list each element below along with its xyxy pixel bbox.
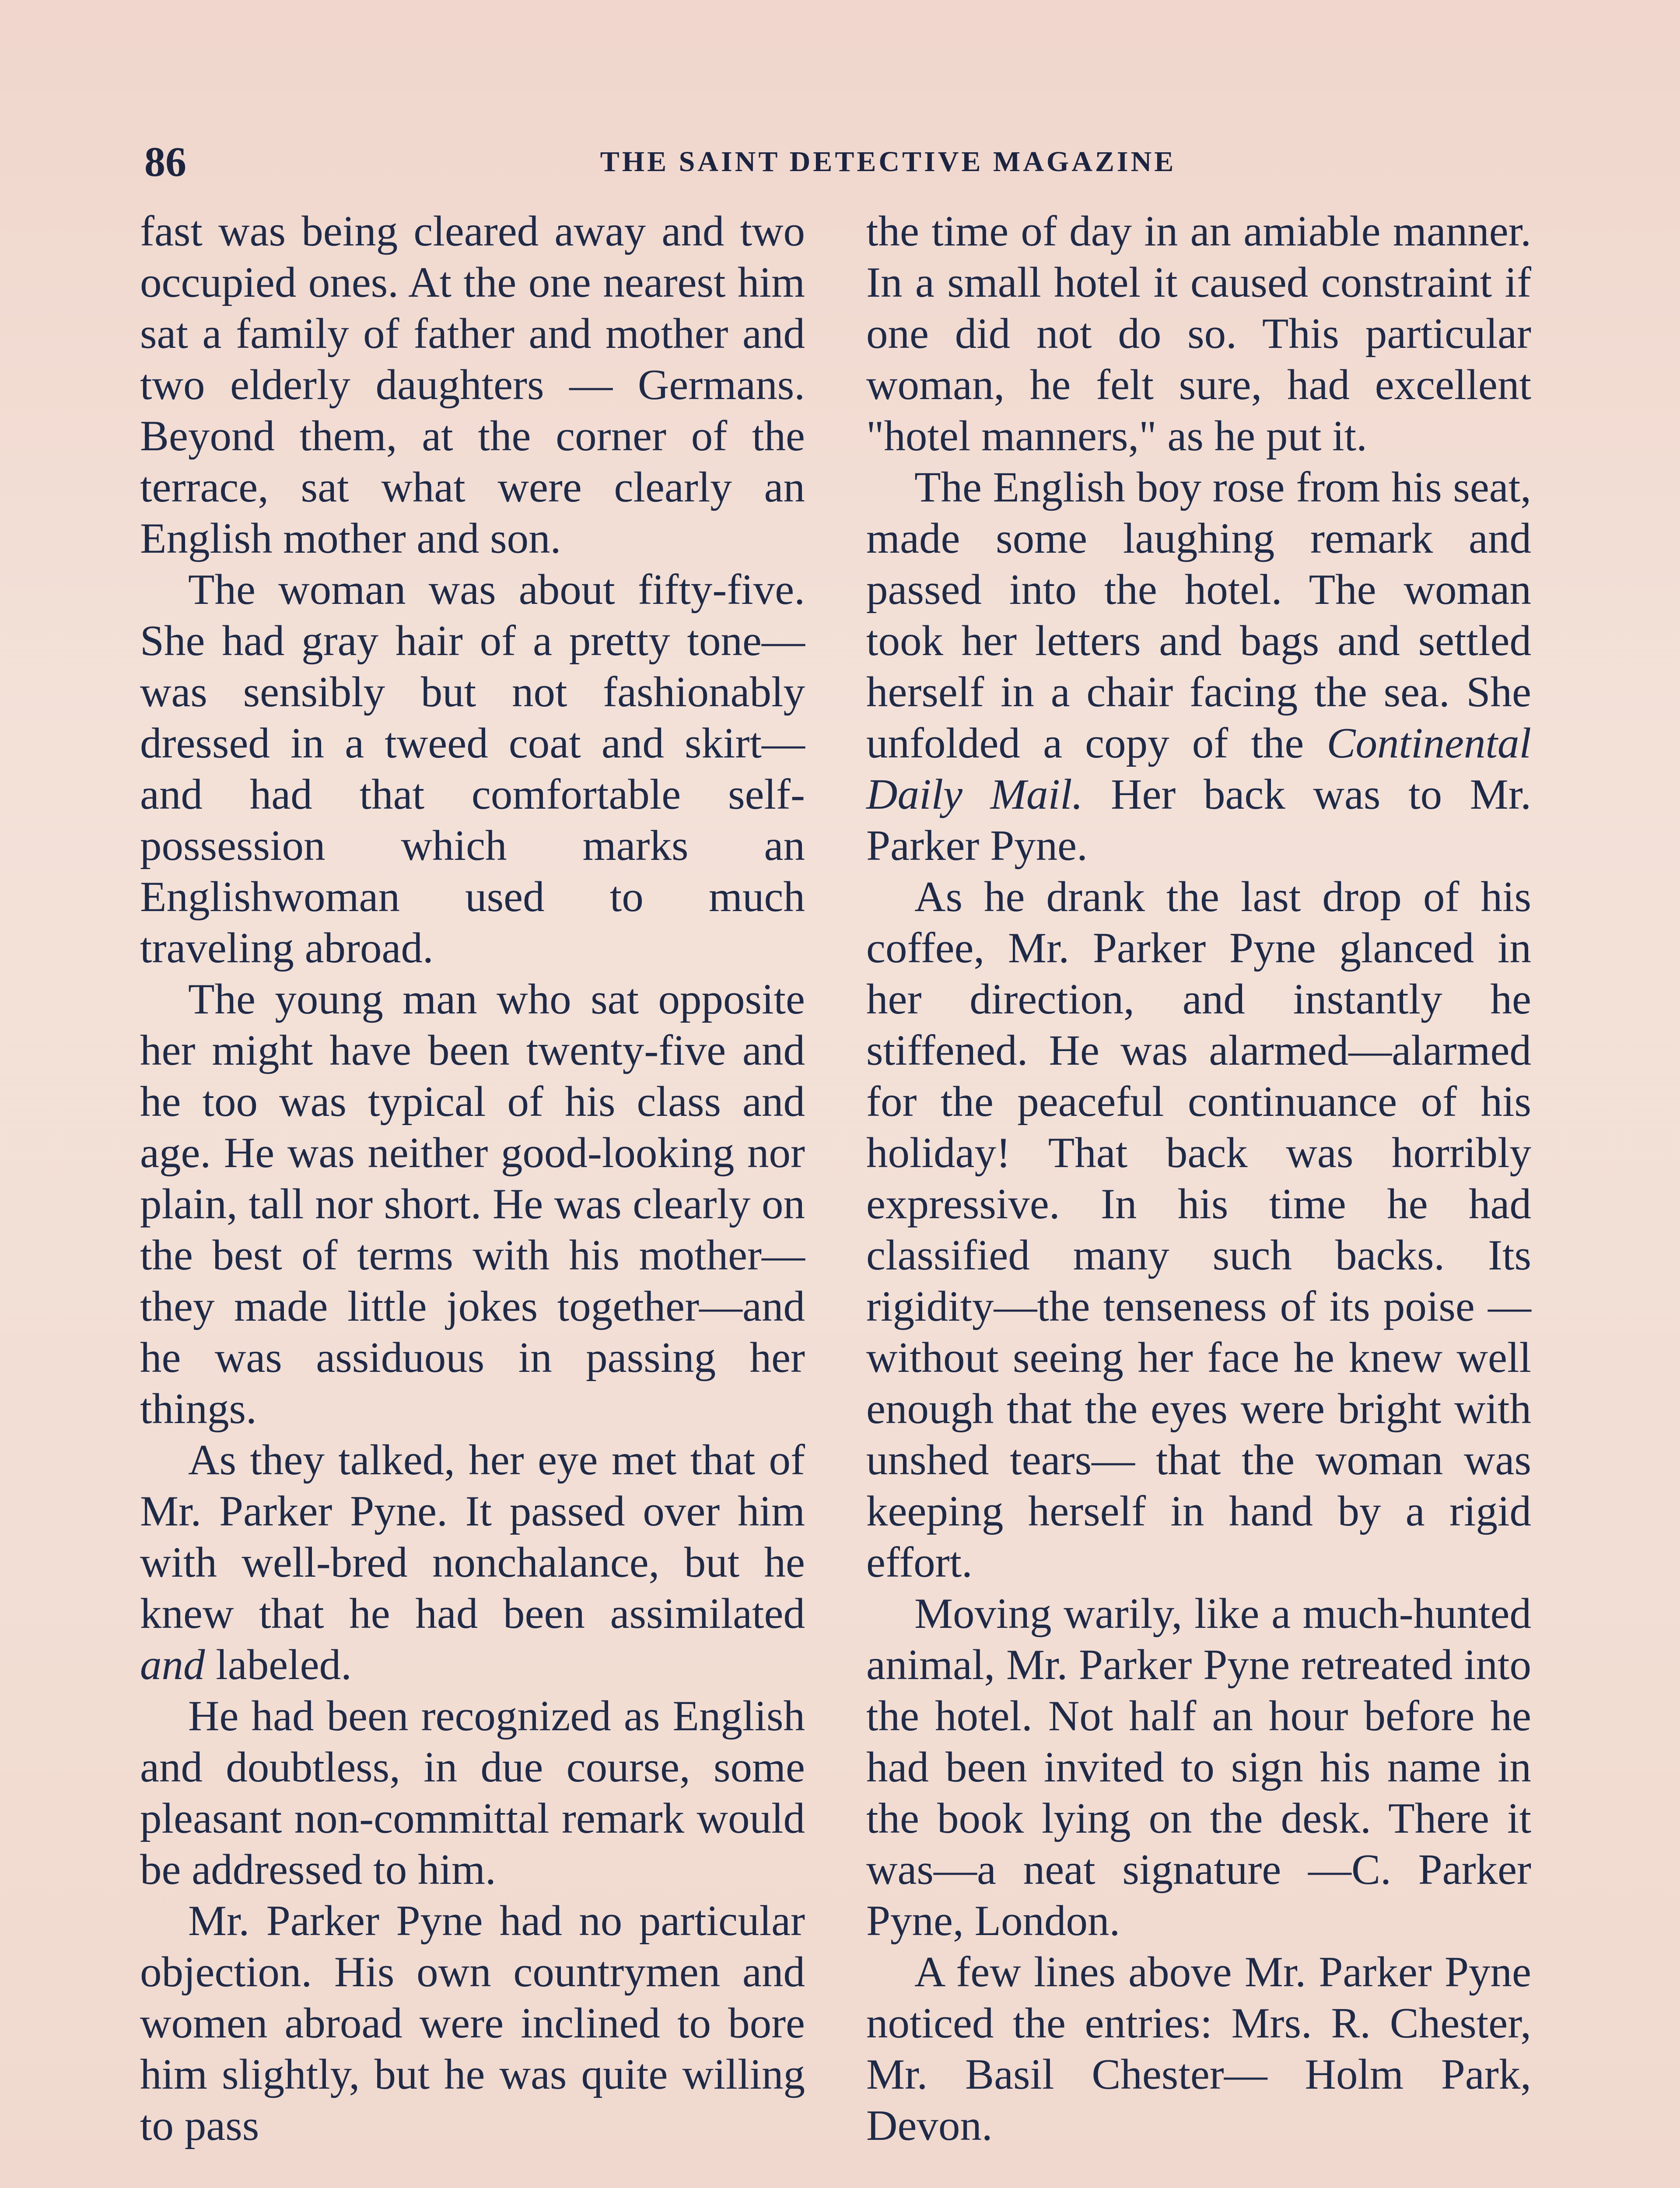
paragraph-text: The young man who sat opposite her might have been twenty-five and he too was typical of his class and age. He was neither good-looking nor plain, tall nor short. He was clearly on the best of terms with his mother—they made little jokes together—and he was assiduous in passing her things.	[140, 975, 805, 1433]
paragraph	[866, 206, 1531, 462]
paragraph-text: labeled.	[216, 1641, 352, 1689]
paragraph-text: Moving warily, like a much-hunted animal, Mr. Parker Pyne retreated into the hotel. Not half an hour before he had been invited to sign his name in the book lying on the desk. There it was—a neat signature —C. Parker Pyne, London.	[866, 1590, 1531, 1945]
paragraph-text: fast was being cleared away and two occupied ones. At the one nearest him sat a family of father and mother and two elderly daughters — Germans. Beyond them, at the corner of the terrace, sat what were clearly an English mother and son.	[140, 207, 805, 562]
right-column	[866, 206, 1531, 2188]
paragraph	[140, 1434, 805, 1690]
paragraph	[140, 564, 805, 974]
paragraph-text: The English boy rose from his seat, made some laughing remark and passed into the hotel. The woman took her letters and bags and settled herself in a chair facing the sea. She unfolded a copy of the	[866, 463, 1531, 767]
paragraph-text: As he drank the last drop of his coffee, Mr. Parker Pyne glanced in her direction, and instantly he stiffened. He was alarmed—alarmed for the peaceful continuance of his holiday! That back was horribly expressive. In his time he had classified many such backs. Its rigidity—the tenseness of its poise —without seeing her face he knew well enough that the eyes were bright with unshed tears— that the woman was keeping herself in hand by a rigid effort.	[866, 873, 1531, 1586]
page-number: 86	[144, 138, 186, 185]
paragraph	[866, 462, 1531, 871]
running-head	[144, 131, 1544, 193]
paragraph-text: As they talked, her eye met that of Mr. Parker Pyne. It passed over him with well-bred nonchalance, but he knew that he had been assimilated	[140, 1436, 805, 1637]
paragraph	[140, 1690, 805, 1895]
paragraph	[140, 974, 805, 1434]
paragraph-text: Mr. Parker Pyne had no particular objection. His own countrymen and women abroad were inclined to bore him slightly, but he was quite willing to pass	[140, 1897, 805, 2149]
paragraph	[866, 1588, 1531, 1946]
paragraph-text: He had been recognized as English and doubtless, in due course, some pleasant non-committal remark would be addressed to him.	[140, 1692, 805, 1893]
magazine-title: THE SAINT DETECTIVE MAGAZINE	[600, 146, 1176, 178]
paragraph	[140, 206, 805, 564]
left-column	[140, 206, 805, 2188]
paragraph	[866, 871, 1531, 1588]
paragraph-text: the time of day in an amiable manner. In a small hotel it caused constraint if one did not do so. This particular woman, he felt sure, had excellent "hotel manners," as he put it.	[866, 207, 1531, 460]
paragraph-text: Her back was to Mr. Parker Pyne.	[866, 771, 1531, 870]
italic-title: Continental Daily Mail.	[866, 719, 1531, 818]
paragraph	[866, 1946, 1531, 2151]
paragraph	[140, 1895, 805, 2151]
italic-emphasis: and	[140, 1641, 205, 1689]
paragraph-text: A few lines above Mr. Parker Pyne noticed the entries: Mrs. R. Chester, Mr. Basil Chester— Holm Park, Devon.	[866, 1948, 1531, 2149]
paragraph-text: The woman was about fifty-five. She had gray hair of a pretty tone—was sensibly but not fashionably dressed in a tweed coat and skirt—and had that comfortable self-possession which marks an Englishwoman used to much traveling abroad.	[140, 566, 805, 972]
